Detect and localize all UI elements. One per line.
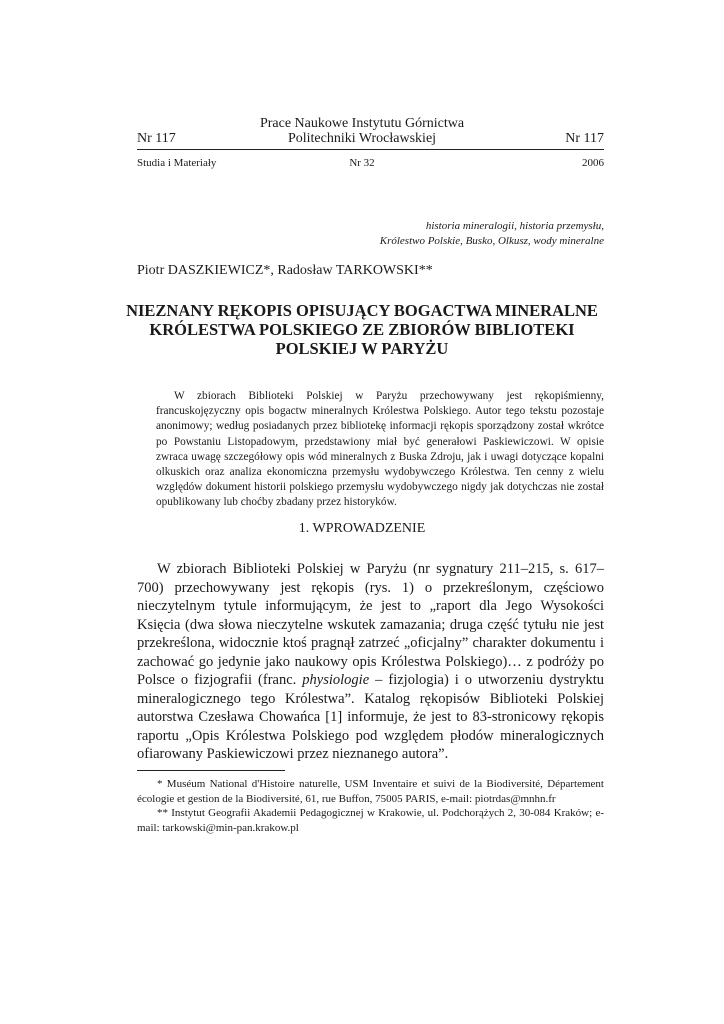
journal-name-line2: Politechniki Wrocławskiej [287,131,437,146]
publication-year: 2006 [582,157,604,169]
header-rule [137,149,604,150]
title-line1: NIEZNANY RĘKOPIS OPISUJĄCY BOGACTWA MINERALNE [126,301,598,320]
footnote-2: ** Instytut Geografii Akademii Pedagogicznej w Krakowie, ul. Podchorążych 2, 30-084 Kraków; e-mail: tarkowski@min-pan.krakow.pl [137,807,604,834]
article-title [120,301,604,358]
keywords-line1: historia mineralogii, historia przemysłu, [425,220,604,232]
keywords-line2: Królestwo Polskie, Busko, Olkusz, wody mineralne [379,235,604,247]
footnote-rule [137,770,285,771]
intro-text-italic: physiologie [302,672,370,688]
authors: Piotr DASZKIEWICZ*, Radosław TARKOWSKI** [137,263,433,278]
keywords [300,219,604,249]
section-heading: 1. WPROWADZENIE [298,521,426,536]
series-label: Studia i Materiały [137,157,217,169]
intro-text-part1: W zbiorach Biblioteki Polskiej w Paryżu (nr sygnatury 211–215, s. 617–700) przechowywany jest rękopis (rys. 1) o przekreślonym, częściowo nieczytelnym tytule informującym, że jest to „raport dla Jego Wysokości Księcia (dwa słowa nieczytelne wskutek zamazania; druga część tytułu nie jest przekreślona, widocznie ktoś pragnął zatrzeć „oficjalny” charakter dokumentu i zachować go jedynie jako naukowy opis Królestwa Polskiego)… z podróży po Polsce o fizjografii (franc. [137,561,604,688]
journal-name-line1: Prace Naukowe Instytutu Górnictwa [259,116,465,131]
intro-paragraph [137,560,604,764]
series-issue: Nr 32 [349,157,375,169]
abstract: W zbiorach Biblioteki Polskiej w Paryżu przechowywany jest rękopiśmienny, francuskojęzyczny opis bogactw mineralnych Królestwa Polskiego. Autor tego tekstu pozostaje anonimowy; według posiadanych przez bibliotekę informacji rękopis sporządzony został wkrótce po Powstaniu Listopadowym, przedstawiony miał być generałowi Paskiewiczowi. W opisie zwraca uwagę szczegółowy opis wód mineralnych z Buska Zdroju, jak i uwagi dotyczące kopalni olkuskich oraz analiza ekonomiczna przemysłu wydobywczego Królestwa. Ten cenny z wielu względów dokument historii polskiego przemysłu wydobywczego nigdy jak dotychczas nie został opublikowany lub choćby zbadany przez historyków. [156,390,604,509]
footnotes [137,777,604,835]
intro-text-part2: – fizjologia) i o utworzeniu dystryktu mineralogicznego tego Królestwa”. Katalog rękopisów Biblioteki Polskiej autorstwa Czesława Chowańca [1] informuje, że jest to 83-stronicowy rękopis raportu „Opis Królestwa Polskiego pod względem płodów mineralogicznych ofiarowany Paskiewiczowi przez nieznanego autora”. [137,672,605,762]
footnote-1: * Muséum National d'Histoire naturelle, USM Inventaire et suivi de la Biodiversité, Département écologie et gestion de la Biodiversité, 61, rue Buffon, 75005 PARIS, e-mail: piotrdas@mnhn.fr [137,778,604,805]
title-line3: POLSKIEJ W PARYŻU [275,339,449,358]
title-line2: KRÓLESTWA POLSKIEGO ZE ZBIORÓW BIBLIOTEKI [149,320,575,339]
issue-number-right: Nr 117 [565,131,604,146]
issue-number-left: Nr 117 [137,131,176,146]
